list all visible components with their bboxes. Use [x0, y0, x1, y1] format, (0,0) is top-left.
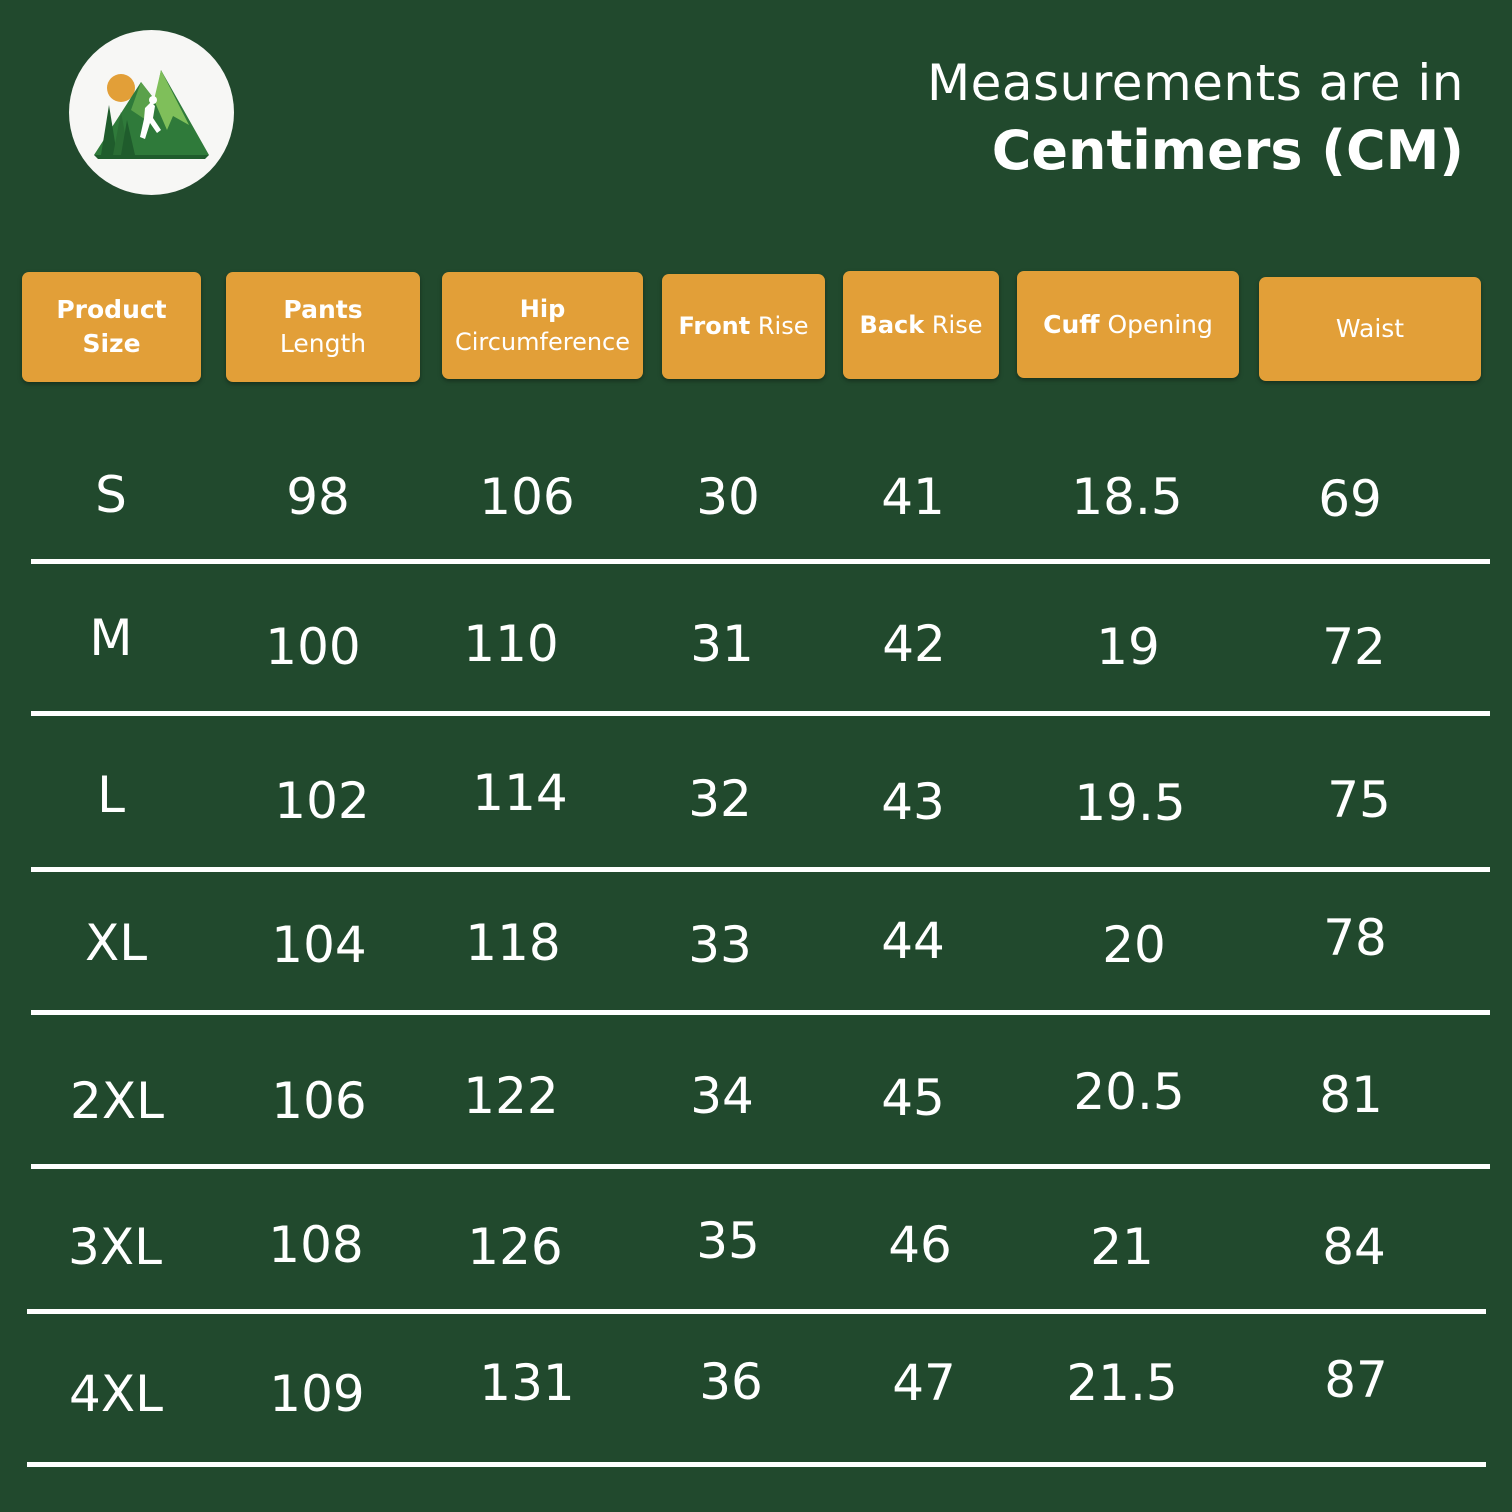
mountain-hiker-logo-icon: [69, 30, 234, 195]
row-divider: [31, 1164, 1490, 1169]
header-regular-text: Rise: [924, 310, 983, 339]
cuff-opening-cell: 21.5: [1066, 1354, 1178, 1412]
header-product-size: [22, 272, 201, 382]
header-bold-text: Front: [678, 312, 751, 341]
row-divider: [31, 1010, 1490, 1015]
units-note: [926, 54, 1464, 182]
header-back-rise: [843, 271, 999, 379]
pants-length-cell: 108: [268, 1216, 364, 1274]
units-note-line2: Centimers (CM): [991, 119, 1464, 182]
header-pants-length: [226, 272, 420, 382]
back-rise-cell: 47: [892, 1354, 956, 1412]
pants-length-cell: 100: [265, 618, 361, 676]
row-divider: [27, 1309, 1486, 1314]
units-note-line1: Measurements are in: [926, 54, 1464, 112]
header-cuff-opening: [1017, 271, 1239, 378]
waist-cell: 69: [1318, 470, 1382, 528]
waist-cell: 81: [1319, 1066, 1383, 1124]
brand-logo: [69, 30, 234, 195]
cuff-opening-cell: 19: [1096, 618, 1160, 676]
row-divider: [31, 559, 1490, 564]
front-rise-cell: 30: [696, 468, 760, 526]
header-bold-text: Back: [859, 310, 925, 339]
row-divider: [31, 867, 1490, 872]
waist-cell: 87: [1324, 1351, 1388, 1409]
header-hip-circumference: [442, 272, 643, 379]
header-regular-text: Size: [82, 329, 141, 358]
row-divider: [31, 711, 1490, 716]
hip-circumference-cell: 126: [467, 1218, 563, 1276]
cuff-opening-cell: 19.5: [1074, 774, 1186, 832]
cuff-opening-cell: 18.5: [1071, 468, 1183, 526]
size-cell: 3XL: [68, 1218, 162, 1276]
back-rise-cell: 42: [882, 615, 946, 673]
waist-cell: 78: [1323, 909, 1387, 967]
back-rise-cell: 45: [881, 1069, 945, 1127]
hip-circumference-cell: 114: [472, 764, 568, 822]
front-rise-cell: 31: [690, 615, 754, 673]
front-rise-cell: 35: [696, 1212, 760, 1270]
waist-cell: 84: [1322, 1218, 1386, 1276]
row-divider: [27, 1462, 1486, 1467]
back-rise-cell: 44: [881, 912, 945, 970]
hip-circumference-cell: 110: [463, 615, 559, 673]
hip-circumference-cell: 118: [465, 914, 561, 972]
front-rise-cell: 36: [699, 1353, 763, 1411]
waist-cell: 75: [1327, 771, 1391, 829]
cuff-opening-cell: 20.5: [1073, 1063, 1185, 1121]
pants-length-cell: 104: [271, 916, 367, 974]
header-regular-text: Circumference: [454, 327, 631, 356]
size-cell: M: [89, 609, 133, 667]
size-cell: L: [97, 766, 125, 824]
size-cell: 4XL: [69, 1365, 163, 1423]
pants-length-cell: 98: [286, 468, 350, 526]
header-bold-text: Cuff: [1043, 309, 1100, 339]
waist-cell: 72: [1322, 618, 1386, 676]
header-bold-text: Pants: [283, 295, 363, 325]
header-bold-text: Product: [56, 295, 167, 325]
front-rise-cell: 34: [690, 1067, 754, 1125]
header-waist: [1259, 277, 1481, 381]
hip-circumference-cell: 106: [479, 468, 575, 526]
header-regular-text: Opening: [1099, 309, 1213, 339]
header-bold-text: Hip: [519, 295, 566, 324]
back-rise-cell: 41: [881, 468, 945, 526]
size-cell: XL: [84, 914, 148, 972]
back-rise-cell: 43: [881, 773, 945, 831]
front-rise-cell: 33: [688, 916, 752, 974]
pants-length-cell: 109: [269, 1365, 365, 1423]
size-cell: 2XL: [70, 1072, 164, 1130]
header-regular-text: Length: [279, 329, 367, 358]
cuff-opening-cell: 20: [1102, 916, 1166, 974]
header-regular-text: Rise: [750, 312, 809, 341]
pants-length-cell: 106: [271, 1072, 367, 1130]
header-regular-text: Waist: [1335, 314, 1405, 344]
hip-circumference-cell: 131: [479, 1354, 575, 1412]
pants-length-cell: 102: [274, 772, 370, 830]
front-rise-cell: 32: [688, 770, 752, 828]
cuff-opening-cell: 21: [1090, 1218, 1154, 1276]
back-rise-cell: 46: [888, 1216, 952, 1274]
size-cell: S: [95, 466, 127, 524]
hip-circumference-cell: 122: [463, 1067, 559, 1125]
header-front-rise: [662, 274, 825, 379]
